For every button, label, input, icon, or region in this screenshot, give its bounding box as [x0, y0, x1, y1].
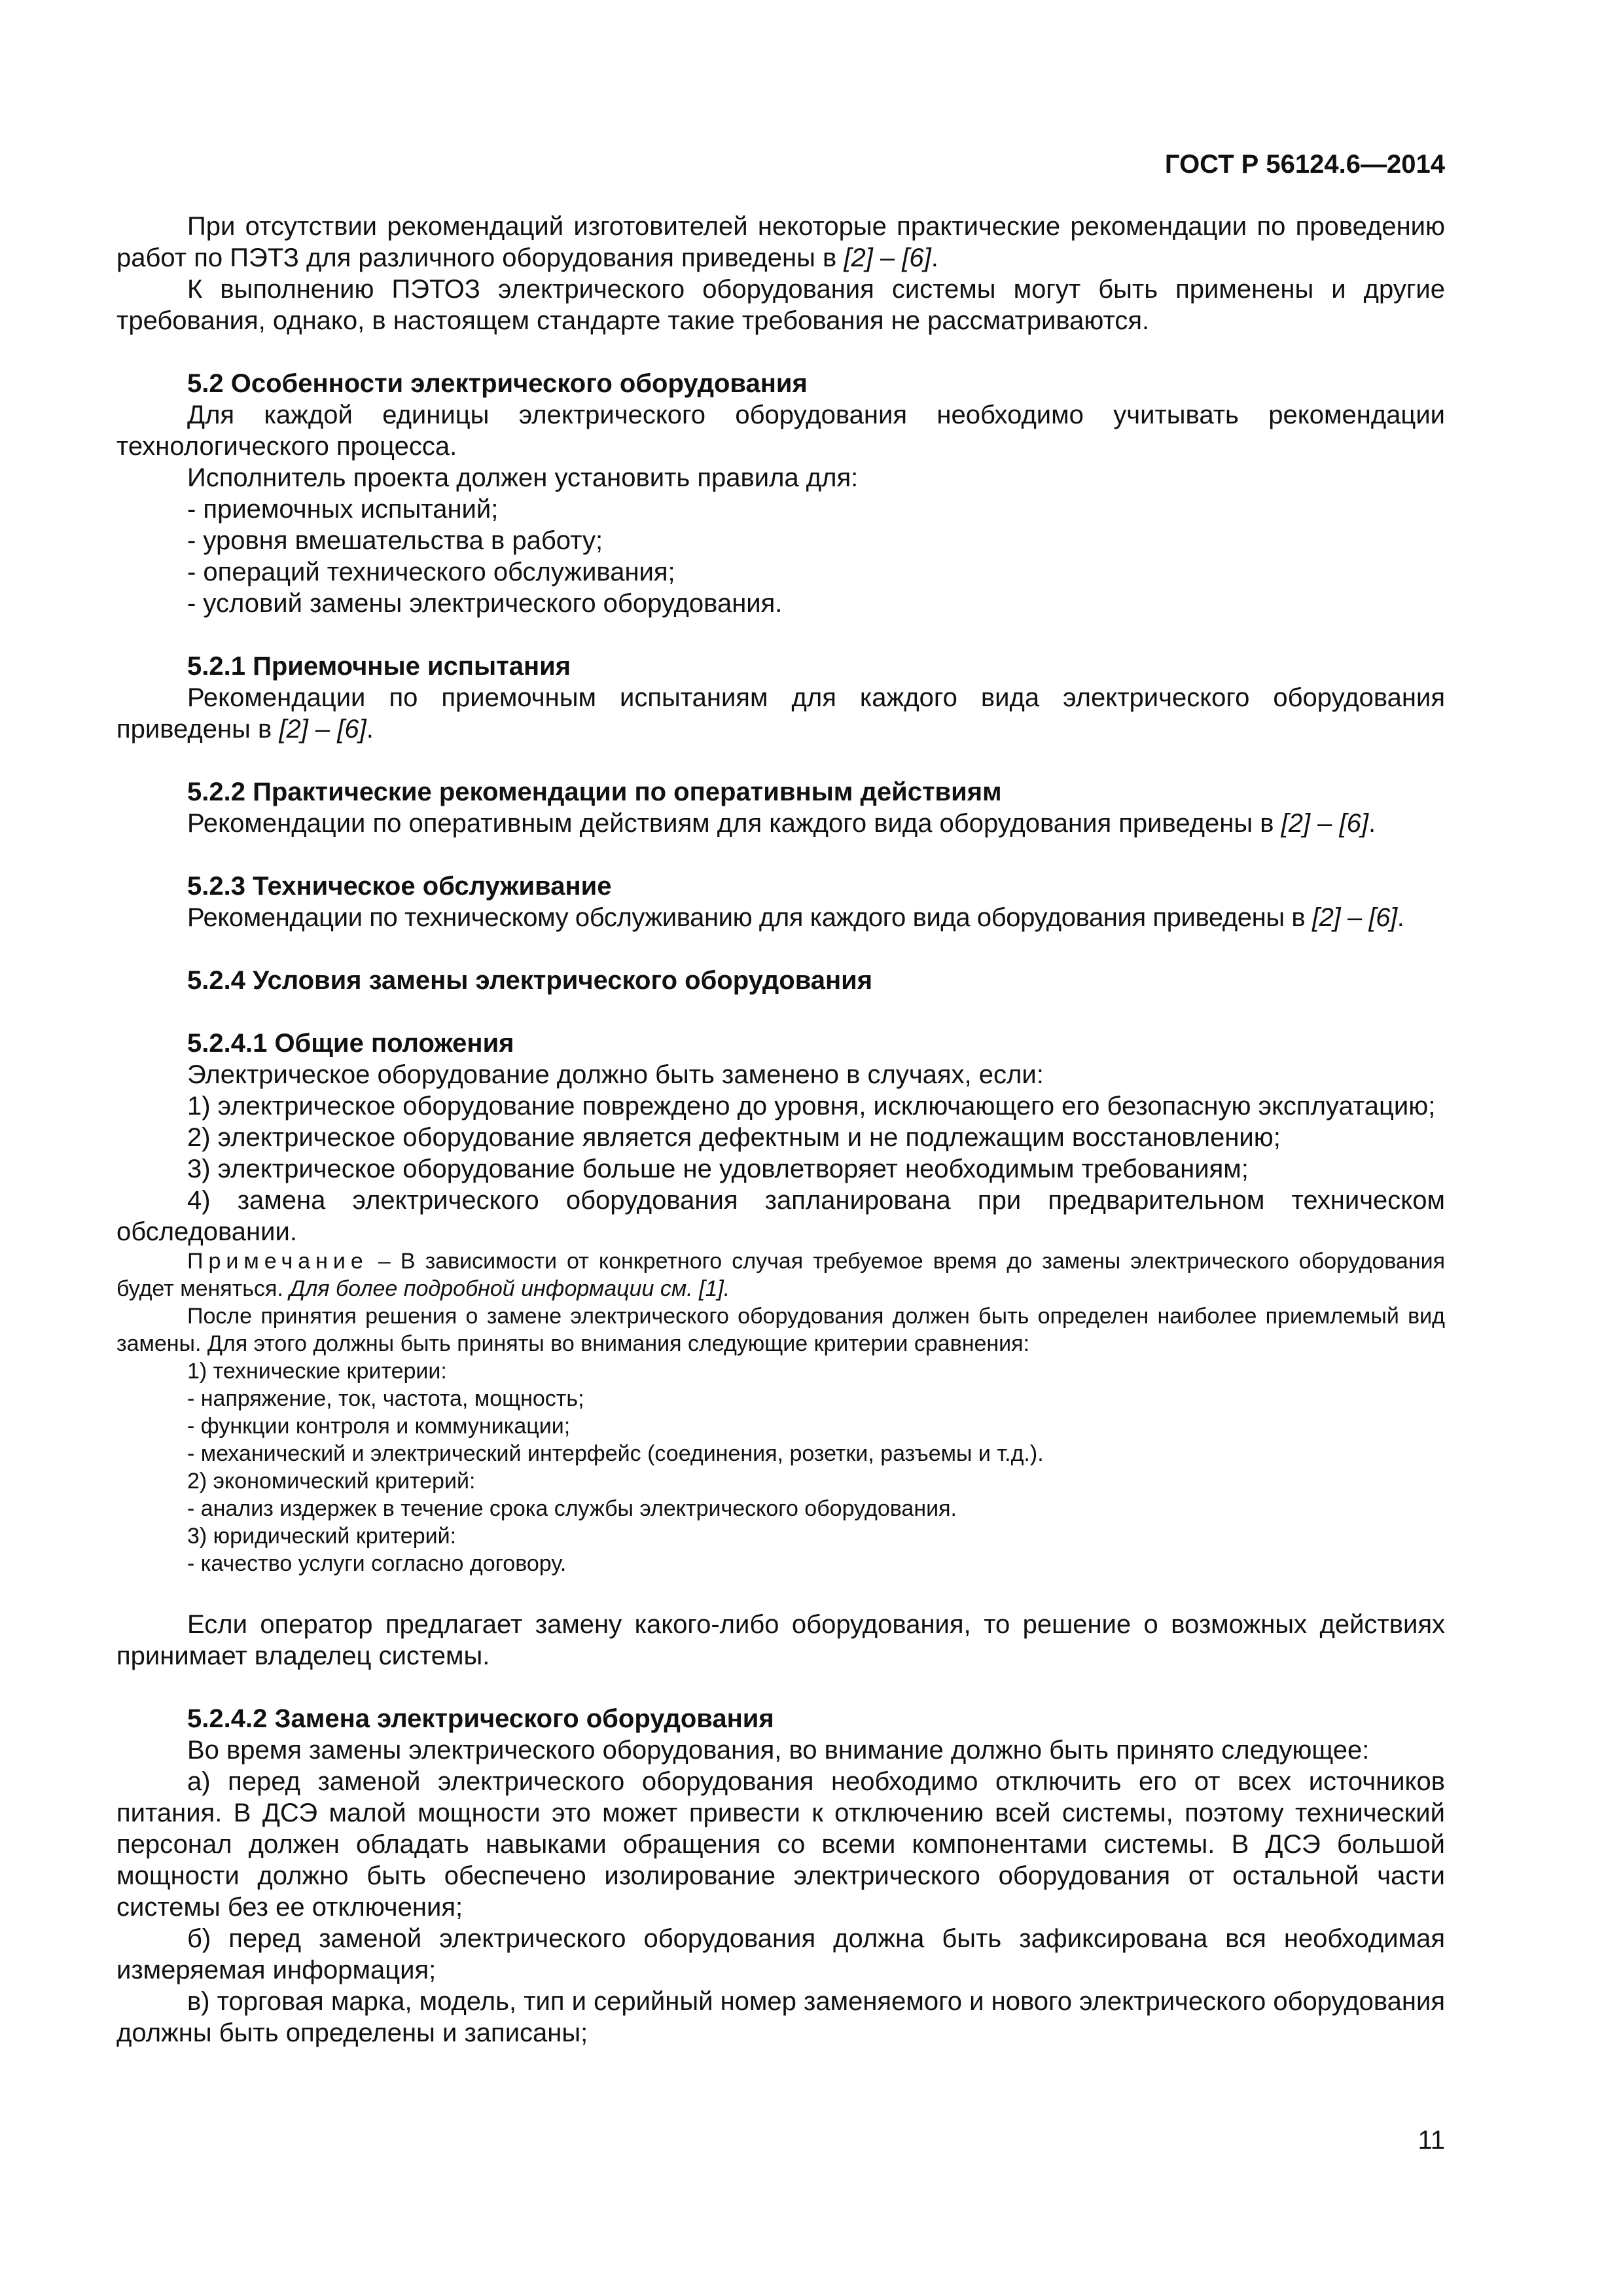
list-item-c: в) торговая марка, модель, тип и серийный номер заменяемого и нового электрического оборудования должны быть определены и записаны; [116, 1987, 1445, 2047]
section-5-2-2-title: 5.2.2 Практические рекомендации по оперативным действиям [187, 778, 1002, 806]
document-page [116, 148, 1445, 2049]
section-5-2-4-2-paragraph-1: Во время замены электрического оборудования, во внимание должно быть принято следующее: [187, 1736, 1370, 1765]
list-item: 1) электрическое оборудование повреждено до уровня, исключающего его безопасную эксплуатацию; [187, 1092, 1436, 1121]
section-5-2-4-1-paragraph-1: Электрическое оборудование должно быть заменено в случаях, если: [187, 1060, 1044, 1089]
criteria-item: - функции контроля и коммуникации; [187, 1414, 571, 1439]
section-5-2-4-2-title: 5.2.4.2 Замена электрического оборудования [187, 1704, 774, 1733]
section-5-2-1-text: Рекомендации по приемочным испытаниям для каждого вида электрического оборудования приведены в [2] – [6]. [116, 683, 1445, 744]
note-text: – В зависимости от конкретного случая требуемое время до замены электрического оборудования будет меняться. [116, 1249, 1445, 1301]
list-item: - уровня вмешательства в работу; [187, 526, 603, 555]
section-5-2-4-title: 5.2.4 Условия замены электрического оборудования [187, 966, 873, 995]
reference-link: [2] – [6] [1281, 809, 1369, 838]
list-item-b: б) перед заменой электрического оборудования должна быть зафиксирована вся необходимая измеряемая информация; [116, 1924, 1445, 1984]
section-5-2-title: 5.2 Особенности электрического оборудования [187, 369, 808, 398]
intro-paragraph-2: К выполнению ПЭТОЗ электрического оборудования системы могут быть применены и другие требования, однако, в настоящем стандарте такие требования не рассматриваются. [116, 275, 1445, 335]
intro-text: При отсутствии рекомендаций изготовителей некоторые практические рекомендации по проведению работ по ПЭТЗ для различного оборудования приведены в [116, 212, 1445, 272]
section-5-2-paragraph-1: Для каждой единицы электрического оборудования необходимо учитывать рекомендации технологического процесса. [116, 401, 1445, 461]
note-paragraph-2: После принятия решения о замене электрического оборудования должен быть определен наиболее приемлемый вид замены. Для этого должны быть приняты во внимания следующие критерии сравнения: [116, 1304, 1445, 1356]
reference-link: [2] – [6] [1311, 903, 1397, 932]
criteria-item: 3) юридический критерий: [187, 1524, 457, 1549]
section-5-2-3-text: Рекомендации по техническому обслуживанию для каждого вида оборудования приведены в [2] – [6]. [187, 903, 1404, 932]
list-item-a: а) перед заменой электрического оборудования необходимо отключить его от всех источников питания. В ДСЭ малой мощности это может привести к отключению всей системы, поэтому технический персонал должен обладать навыками обращения со всеми компонентами системы. В ДСЭ большой мощности должно быть обеспечено изолирование электрического оборудования от остальной части системы без ее отключения; [116, 1767, 1445, 1922]
list-item: - приемочных испытаний; [187, 495, 499, 524]
note-italic-text: Для более подробной информации см. [1]. [289, 1276, 730, 1301]
list-item: - условий замены электрического оборудования. [187, 589, 783, 618]
standard-header: ГОСТ Р 56124.6—2014 [1164, 150, 1445, 179]
section-5-2-paragraph-2: Исполнитель проекта должен установить правила для: [187, 463, 859, 492]
note-block [116, 1247, 1445, 1577]
list-item: - операций технического обслуживания; [187, 558, 675, 586]
criteria-item: 1) технические критерии: [187, 1359, 447, 1384]
section-5-2-2-text: Рекомендации по оперативным действиям для каждого вида оборудования приведены в [2] – [6]. [187, 809, 1376, 838]
note-paragraph [116, 1247, 1445, 1302]
section-5-2-4-1-title: 5.2.4.1 Общие положения [187, 1029, 514, 1058]
list-item: 2) электрическое оборудование является дефектным и не подлежащим восстановлению; [187, 1123, 1281, 1152]
criteria-item: - качество услуги согласно договору. [187, 1551, 567, 1576]
page-number: 11 [1418, 2126, 1445, 2155]
list-item: 3) электрическое оборудование больше не удовлетворяет необходимым требованиям; [187, 1155, 1249, 1183]
section-5-2-3-title: 5.2.3 Техническое обслуживание [187, 872, 612, 901]
reference-link: [2] – [6] [279, 715, 366, 744]
criteria-item: - анализ издержек в течение срока службы электрического оборудования. [187, 1496, 957, 1521]
criteria-item: - механический и электрический интерфейс (соединения, розетки, разъемы и т.д.). [187, 1441, 1044, 1466]
section-5-2-4-1-closing: Если оператор предлагает замену какого-либо оборудования, то решение о возможных действиях принимает владелец системы. [116, 1610, 1445, 1670]
reference-link: [2] – [6] [844, 243, 931, 272]
criteria-item: - напряжение, ток, частота, мощность; [187, 1386, 584, 1411]
section-5-2-1-title: 5.2.1 Приемочные испытания [187, 652, 571, 681]
criteria-item: 2) экономический критерий: [187, 1469, 476, 1494]
intro-paragraph-1: При отсутствии рекомендаций изготовителей некоторые практические рекомендации по проведению работ по ПЭТЗ для различного оборудования приведены в [2] – [6]. [116, 212, 1445, 272]
note-label: Примечание [187, 1249, 368, 1274]
list-item: 4) замена электрического оборудования запланирована при предварительном техническом обследовании. [116, 1186, 1445, 1246]
